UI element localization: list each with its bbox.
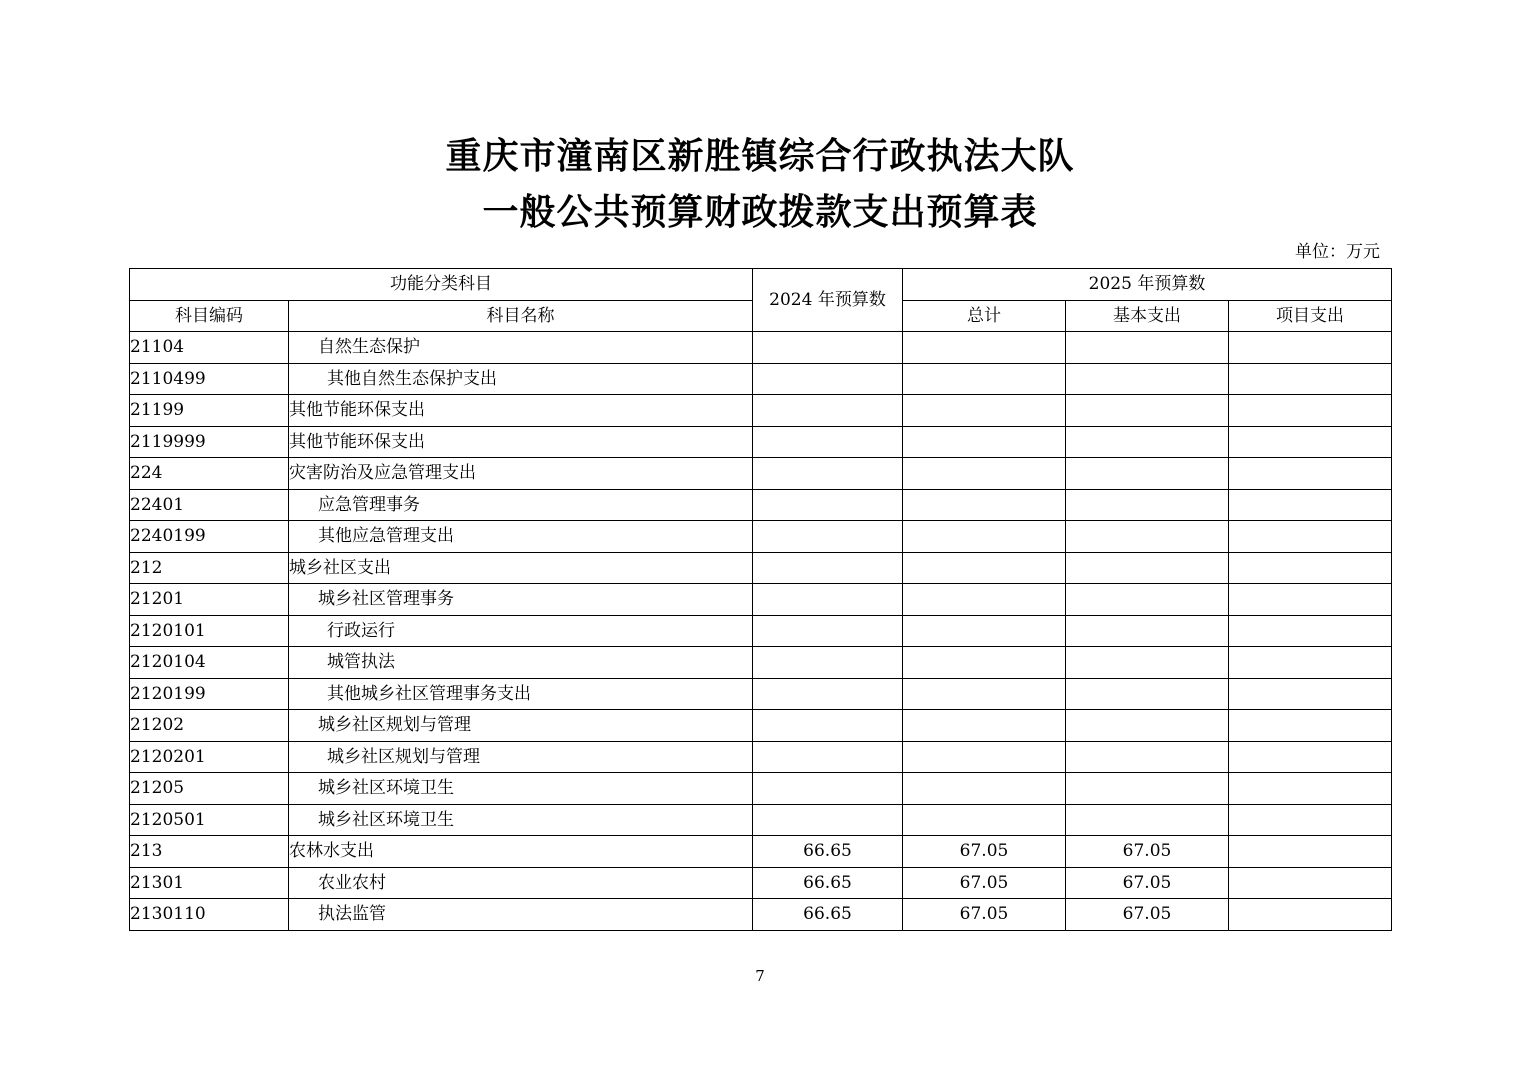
table-row xyxy=(130,584,1392,616)
table-row xyxy=(130,867,1392,899)
row-project xyxy=(1229,678,1392,710)
row-code: 21205 xyxy=(130,773,289,805)
row-budget-2024 xyxy=(753,521,903,553)
row-name: 城乡社区环境卫生 xyxy=(289,804,753,836)
row-name: 其他节能环保支出 xyxy=(289,395,753,427)
budget-table xyxy=(129,268,1392,931)
row-budget-2024 xyxy=(753,363,903,395)
header-budget-2025: 2025 年预算数 xyxy=(903,269,1392,301)
row-name: 城乡社区规划与管理 xyxy=(289,710,753,742)
document-title-line2: 一般公共预算财政拨款支出预算表 xyxy=(482,191,1038,233)
row-project xyxy=(1229,363,1392,395)
row-name: 自然生态保护 xyxy=(289,332,753,364)
header-basic: 基本支出 xyxy=(1066,300,1229,332)
row-total xyxy=(903,647,1066,679)
row-budget-2024 xyxy=(753,741,903,773)
row-project xyxy=(1229,521,1392,553)
table-row xyxy=(130,773,1392,805)
table-row xyxy=(130,899,1392,931)
row-code: 21301 xyxy=(130,867,289,899)
row-name: 城乡社区规划与管理 xyxy=(289,741,753,773)
row-project xyxy=(1229,773,1392,805)
row-budget-2024 xyxy=(753,773,903,805)
row-budget-2024 xyxy=(753,395,903,427)
row-project xyxy=(1229,552,1392,584)
row-code: 2120501 xyxy=(130,804,289,836)
header-func-group: 功能分类科目 xyxy=(130,269,753,301)
row-code: 21201 xyxy=(130,584,289,616)
row-budget-2024 xyxy=(753,647,903,679)
row-basic xyxy=(1066,678,1229,710)
row-project xyxy=(1229,867,1392,899)
row-name: 农林水支出 xyxy=(289,836,753,868)
row-total: 67.05 xyxy=(903,836,1066,868)
row-basic xyxy=(1066,710,1229,742)
row-project xyxy=(1229,615,1392,647)
row-name: 农业农村 xyxy=(289,867,753,899)
row-total xyxy=(903,741,1066,773)
header-name: 科目名称 xyxy=(289,300,753,332)
row-code: 2120104 xyxy=(130,647,289,679)
table-row xyxy=(130,458,1392,490)
row-budget-2024 xyxy=(753,584,903,616)
table-row xyxy=(130,741,1392,773)
row-total xyxy=(903,615,1066,647)
row-basic: 67.05 xyxy=(1066,867,1229,899)
row-code: 224 xyxy=(130,458,289,490)
row-code: 21104 xyxy=(130,332,289,364)
header-row-1 xyxy=(130,269,1392,301)
row-budget-2024: 66.65 xyxy=(753,867,903,899)
row-project xyxy=(1229,332,1392,364)
row-name: 行政运行 xyxy=(289,615,753,647)
row-project xyxy=(1229,836,1392,868)
row-basic xyxy=(1066,647,1229,679)
row-code: 2110499 xyxy=(130,363,289,395)
row-code: 2130110 xyxy=(130,899,289,931)
row-total xyxy=(903,332,1066,364)
header-budget-2024: 2024 年预算数 xyxy=(753,269,903,332)
row-total xyxy=(903,773,1066,805)
header-total: 总计 xyxy=(903,300,1066,332)
table-row xyxy=(130,647,1392,679)
row-code: 21202 xyxy=(130,710,289,742)
row-total xyxy=(903,584,1066,616)
table-row xyxy=(130,710,1392,742)
row-basic: 67.05 xyxy=(1066,899,1229,931)
row-code: 22401 xyxy=(130,489,289,521)
row-code: 2120201 xyxy=(130,741,289,773)
row-code: 213 xyxy=(130,836,289,868)
row-name: 城乡社区管理事务 xyxy=(289,584,753,616)
table-body xyxy=(130,332,1392,931)
row-basic xyxy=(1066,521,1229,553)
row-total xyxy=(903,426,1066,458)
row-project xyxy=(1229,741,1392,773)
table-row xyxy=(130,678,1392,710)
row-basic: 67.05 xyxy=(1066,836,1229,868)
row-basic xyxy=(1066,458,1229,490)
row-project xyxy=(1229,584,1392,616)
row-project xyxy=(1229,710,1392,742)
row-basic xyxy=(1066,741,1229,773)
row-basic xyxy=(1066,426,1229,458)
table-row xyxy=(130,332,1392,364)
table-row xyxy=(130,836,1392,868)
row-name: 其他应急管理支出 xyxy=(289,521,753,553)
row-name: 城乡社区环境卫生 xyxy=(289,773,753,805)
row-budget-2024 xyxy=(753,678,903,710)
table-row xyxy=(130,552,1392,584)
row-basic xyxy=(1066,584,1229,616)
header-project: 项目支出 xyxy=(1229,300,1392,332)
table-row xyxy=(130,426,1392,458)
row-basic xyxy=(1066,804,1229,836)
row-budget-2024 xyxy=(753,332,903,364)
header-code: 科目编码 xyxy=(130,300,289,332)
row-project xyxy=(1229,899,1392,931)
row-project xyxy=(1229,804,1392,836)
row-total: 67.05 xyxy=(903,867,1066,899)
row-code: 2120101 xyxy=(130,615,289,647)
row-code: 212 xyxy=(130,552,289,584)
row-name: 其他自然生态保护支出 xyxy=(289,363,753,395)
row-budget-2024 xyxy=(753,710,903,742)
row-basic xyxy=(1066,773,1229,805)
row-name: 城管执法 xyxy=(289,647,753,679)
table-row xyxy=(130,363,1392,395)
row-project xyxy=(1229,489,1392,521)
row-basic xyxy=(1066,552,1229,584)
row-name: 执法监管 xyxy=(289,899,753,931)
row-budget-2024: 66.65 xyxy=(753,836,903,868)
table-row xyxy=(130,804,1392,836)
row-total xyxy=(903,521,1066,553)
row-project xyxy=(1229,395,1392,427)
row-total xyxy=(903,678,1066,710)
row-total xyxy=(903,458,1066,490)
row-total xyxy=(903,489,1066,521)
row-project xyxy=(1229,458,1392,490)
row-name: 城乡社区支出 xyxy=(289,552,753,584)
unit-label: 单位：万元 xyxy=(1295,242,1380,262)
table-row xyxy=(130,615,1392,647)
table-row xyxy=(130,395,1392,427)
row-total xyxy=(903,363,1066,395)
row-basic xyxy=(1066,332,1229,364)
row-total: 67.05 xyxy=(903,899,1066,931)
page-number: 7 xyxy=(755,967,765,985)
row-budget-2024 xyxy=(753,615,903,647)
row-budget-2024 xyxy=(753,804,903,836)
row-budget-2024 xyxy=(753,426,903,458)
row-total xyxy=(903,552,1066,584)
document-title-line1: 重庆市潼南区新胜镇综合行政执法大队 xyxy=(445,135,1075,177)
row-name: 其他节能环保支出 xyxy=(289,426,753,458)
row-budget-2024 xyxy=(753,489,903,521)
row-basic xyxy=(1066,363,1229,395)
row-code: 2240199 xyxy=(130,521,289,553)
row-basic xyxy=(1066,489,1229,521)
row-budget-2024 xyxy=(753,552,903,584)
table-row xyxy=(130,489,1392,521)
row-name: 应急管理事务 xyxy=(289,489,753,521)
row-project xyxy=(1229,426,1392,458)
row-code: 2119999 xyxy=(130,426,289,458)
row-basic xyxy=(1066,615,1229,647)
row-total xyxy=(903,804,1066,836)
table-row xyxy=(130,521,1392,553)
row-project xyxy=(1229,647,1392,679)
row-budget-2024 xyxy=(753,458,903,490)
row-basic xyxy=(1066,395,1229,427)
row-code: 2120199 xyxy=(130,678,289,710)
row-total xyxy=(903,395,1066,427)
row-total xyxy=(903,710,1066,742)
row-name: 其他城乡社区管理事务支出 xyxy=(289,678,753,710)
row-budget-2024: 66.65 xyxy=(753,899,903,931)
row-code: 21199 xyxy=(130,395,289,427)
row-name: 灾害防治及应急管理支出 xyxy=(289,458,753,490)
